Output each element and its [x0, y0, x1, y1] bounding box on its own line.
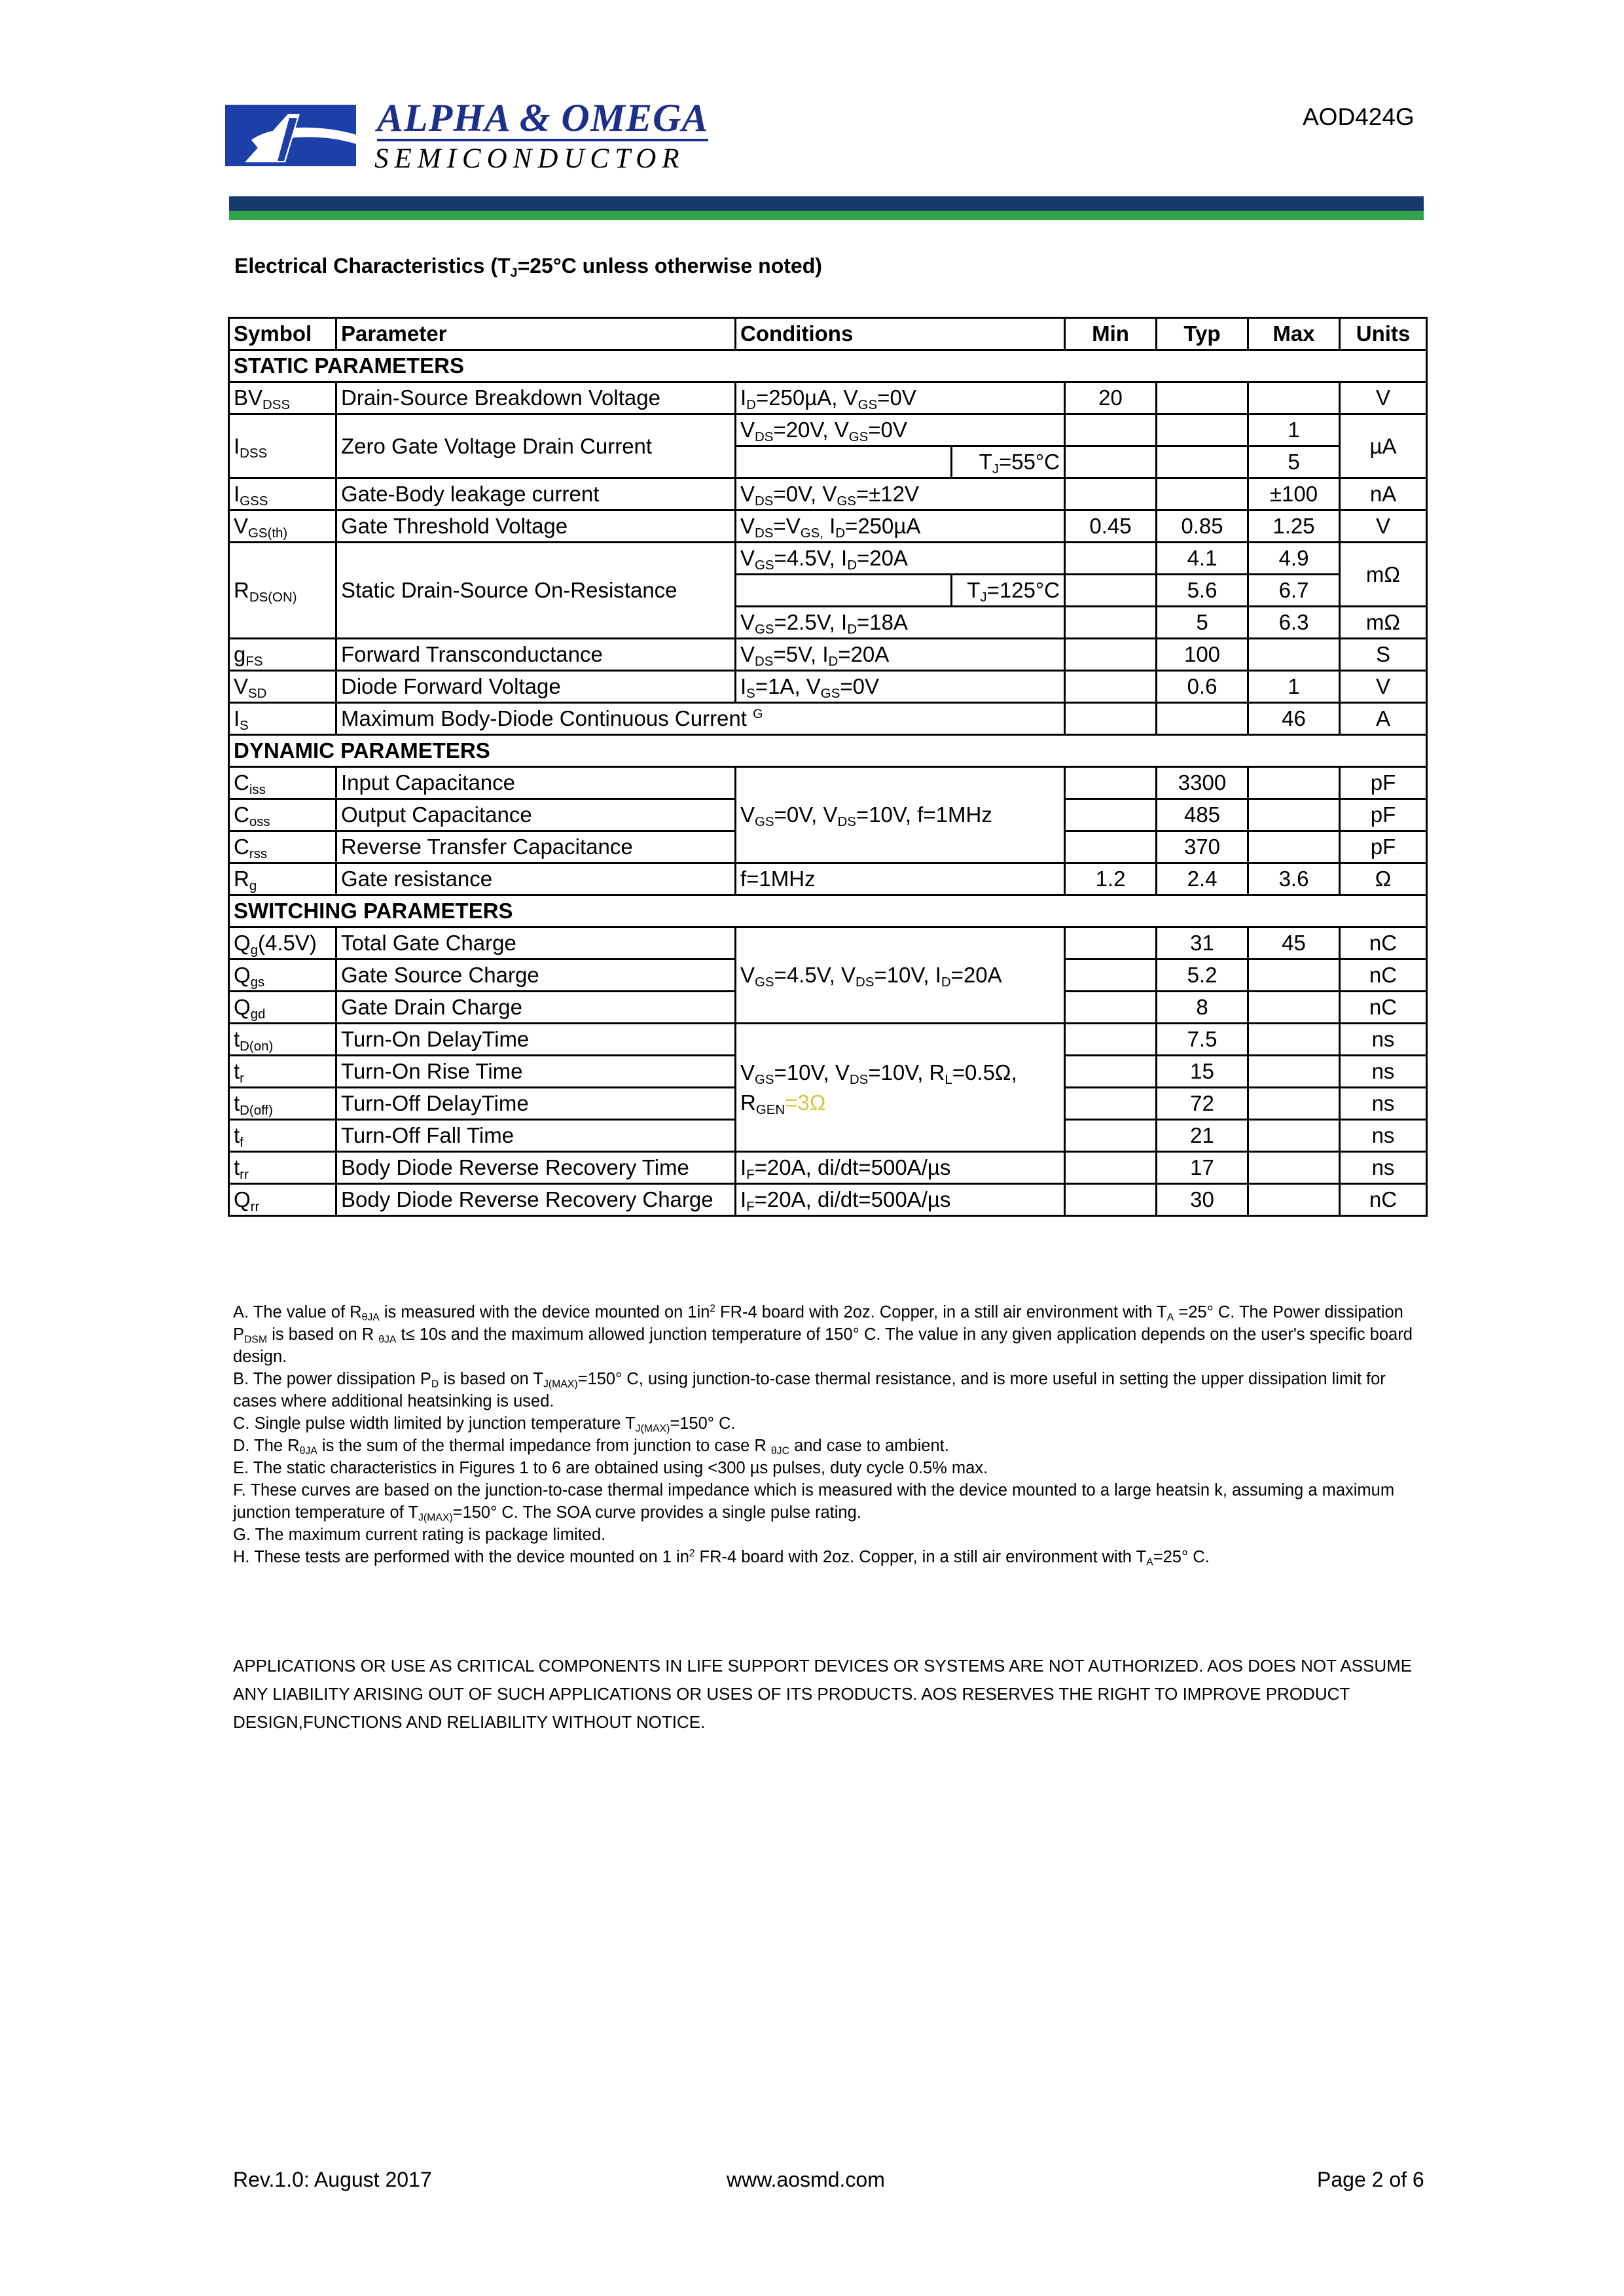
unit-cell: nA: [1340, 478, 1427, 511]
max-cell: 1.25: [1248, 511, 1340, 543]
unit-cell: V: [1340, 382, 1427, 414]
section-row-dynamic: [229, 735, 1427, 767]
parameter-cell: Gate-Body leakage current: [336, 478, 736, 511]
min-cell: [1065, 799, 1157, 831]
unit-cell: mΩ: [1340, 607, 1427, 639]
typ-cell: [1157, 382, 1248, 414]
max-cell: [1248, 1024, 1340, 1056]
conditions-cell: $V_{DS}=5V$, $I_D=20A$: [736, 639, 1065, 671]
typ-cell: 2.4: [1157, 863, 1248, 895]
junction-temp-condition: $T_J=125^\circ C$: [952, 575, 1065, 607]
typ-cell: 7.5: [1157, 1024, 1248, 1056]
parameter-cell: Zero Gate Voltage Drain Current: [336, 414, 736, 478]
symbol-cell: $C_{oss}$: [229, 799, 336, 831]
conditions-spacer: [736, 446, 952, 478]
alpha-omega-logo-icon: [225, 105, 356, 166]
part-number: AOD424G: [1303, 103, 1415, 130]
max-cell: [1248, 1152, 1340, 1184]
parameter-cell: Total Gate Charge: [336, 927, 736, 960]
unit-cell: nC: [1340, 1184, 1427, 1216]
parameter-cell: Gate Drain Charge: [336, 992, 736, 1024]
unit-cell: nC: [1340, 992, 1427, 1024]
typ-cell: 0.6: [1157, 671, 1248, 703]
unit-cell: µA: [1340, 414, 1427, 478]
typ-cell: 5.6: [1157, 575, 1248, 607]
symbol-cell: $Q_{rr}$: [229, 1184, 336, 1216]
min-cell: [1065, 575, 1157, 607]
parameter-cell: Turn-On DelayTime: [336, 1024, 736, 1056]
footnote: H. These tests are performed with the device mounted on 1 $in^2$ FR-4 board with 2oz. Copper, in a still air environment with $T_A=25^\circ$ C.: [233, 1547, 1210, 1568]
typ-cell: 31: [1157, 927, 1248, 960]
header-max: Max: [1248, 318, 1340, 350]
symbol-cell: $R_{DS(ON)}$: [229, 543, 336, 639]
max-cell: [1248, 639, 1340, 671]
unit-cell: mΩ: [1340, 543, 1427, 607]
table-row: [229, 1024, 1427, 1056]
parameter-cell: Gate Threshold Voltage: [336, 511, 736, 543]
max-cell: 6.3: [1248, 607, 1340, 639]
table-row: [229, 511, 1427, 543]
min-cell: [1065, 831, 1157, 863]
min-cell: [1065, 543, 1157, 575]
symbol-cell: $C_{rss}$: [229, 831, 336, 863]
footer-page-number: Page 2 of 6: [1317, 2168, 1424, 2191]
typ-cell: 370: [1157, 831, 1248, 863]
unit-cell: ns: [1340, 1152, 1427, 1184]
max-cell: [1248, 1056, 1340, 1088]
table-row: [229, 543, 1427, 575]
typ-cell: 100: [1157, 639, 1248, 671]
min-cell: [1065, 992, 1157, 1024]
typ-cell: 485: [1157, 799, 1248, 831]
conditions-cell: $I_D=250\mu A$, $V_{GS}=0V$: [736, 382, 1065, 414]
parameter-cell: Diode Forward Voltage: [336, 671, 736, 703]
typ-cell: 5: [1157, 607, 1248, 639]
parameter-cell: Output Capacitance: [336, 799, 736, 831]
section-label: SWITCHING PARAMETERS: [229, 895, 1427, 927]
table-row: [229, 927, 1427, 960]
header-min: Min: [1065, 318, 1157, 350]
min-cell: 0.45: [1065, 511, 1157, 543]
unit-cell: V: [1340, 671, 1427, 703]
conditions-cell: $V_{DS}=20V$, $V_{GS}=0V$: [736, 414, 1065, 446]
max-cell: 45: [1248, 927, 1340, 960]
typ-cell: [1157, 446, 1248, 478]
max-cell: 3.6: [1248, 863, 1340, 895]
parameter-cell: Gate resistance: [336, 863, 736, 895]
max-cell: [1248, 960, 1340, 992]
typ-cell: 17: [1157, 1152, 1248, 1184]
max-cell: 1: [1248, 671, 1340, 703]
conditions-cell: $I_F=20A$, di/dt=500A/µs: [736, 1184, 1065, 1216]
typ-cell: [1157, 478, 1248, 511]
min-cell: [1065, 927, 1157, 960]
conditions-cell: $V_{DS}=0V$, $V_{GS}=\pm 12V$: [736, 478, 1065, 511]
max-cell: ±100: [1248, 478, 1340, 511]
parameter-cell: Input Capacitance: [336, 767, 736, 799]
max-cell: [1248, 1120, 1340, 1152]
section-title: Electrical Characteristics ($T_J=25^\circ C$ unless otherwise noted): [234, 254, 822, 280]
symbol-cell: $t_{rr}$: [229, 1152, 336, 1184]
min-cell: [1065, 478, 1157, 511]
symbol-cell: $V_{SD}$: [229, 671, 336, 703]
unit-cell: Ω: [1340, 863, 1427, 895]
typ-cell: 21: [1157, 1120, 1248, 1152]
section-label: DYNAMIC PARAMETERS: [229, 735, 1427, 767]
max-cell: [1248, 1184, 1340, 1216]
max-cell: [1248, 831, 1340, 863]
unit-cell: nC: [1340, 960, 1427, 992]
unit-cell: ns: [1340, 1056, 1427, 1088]
footer-revision: Rev.1.0: August 2017: [233, 2168, 432, 2191]
min-cell: 1.2: [1065, 863, 1157, 895]
section-label: STATIC PARAMETERS: [229, 350, 1427, 382]
header-symbol: Symbol: [229, 318, 336, 350]
conditions-cell: $V_{GS}=0V$, $V_{DS}=10V$, f=1MHz: [736, 767, 1065, 863]
section-row-switching: [229, 895, 1427, 927]
parameter-cell: Reverse Transfer Capacitance: [336, 831, 736, 863]
symbol-cell: $t_{D(off)}$: [229, 1088, 336, 1120]
table-row: [229, 671, 1427, 703]
parameter-cell: Turn-Off DelayTime: [336, 1088, 736, 1120]
conditions-cell: $V_{GS}=4.5V$, $V_{DS}=10V$, $I_D=20A$: [736, 927, 1065, 1024]
unit-cell: pF: [1340, 799, 1427, 831]
symbol-cell: $Q_g(4.5V)$: [229, 927, 336, 960]
table-row: [229, 767, 1427, 799]
min-cell: 20: [1065, 382, 1157, 414]
symbol-cell: $t_f$: [229, 1120, 336, 1152]
parameter-cell: Body Diode Reverse Recovery Charge: [336, 1184, 736, 1216]
unit-cell: V: [1340, 511, 1427, 543]
header-conditions: Conditions: [736, 318, 1065, 350]
table-row: [229, 478, 1427, 511]
unit-cell: S: [1340, 639, 1427, 671]
conditions-spacer: [736, 575, 952, 607]
footnote: D. The $R_{\theta JA}$ is the sum of the thermal impedance from junction to case R $_{\theta JC}$ and case to ambient.: [233, 1437, 949, 1457]
max-cell: 4.9: [1248, 543, 1340, 575]
junction-temp-condition: $T_J=55^\circ C$: [952, 446, 1065, 478]
unit-cell: pF: [1340, 831, 1427, 863]
min-cell: [1065, 639, 1157, 671]
footnote: B. The power dissipation $P_D$ is based on $T_{J(MAX)}=150^\circ$ C, using junction-to-case thermal resistance, and is more useful in setting the upper dissipation limit for cases where additional heatsinking is used.: [233, 1370, 1386, 1410]
footnote: E. The static characteristics in Figures 1 to 6 are obtained using <300 µs pulses, duty cycle 0.5% max.: [233, 1459, 988, 1477]
footnote: F. These curves are based on the junction-to-case thermal impedance which is measured with the device mounted to a large heatsin k, assuming a maximum junction temperature of $T_{J(MAX)}=150^\circ$ C. The SOA curve provides a single pulse rating.: [233, 1481, 1395, 1524]
unit-cell: pF: [1340, 767, 1427, 799]
symbol-cell: $g_{FS}$: [229, 639, 336, 671]
header-band-blue: [229, 196, 1424, 211]
symbol-cell: $t_r$: [229, 1056, 336, 1088]
min-cell: [1065, 1184, 1157, 1216]
typ-cell: 8: [1157, 992, 1248, 1024]
min-cell: [1065, 703, 1157, 735]
max-cell: 1: [1248, 414, 1340, 446]
typ-cell: 15: [1157, 1056, 1248, 1088]
min-cell: [1065, 1152, 1157, 1184]
conditions-cell: $I_S=1A$, $V_{GS}=0V$: [736, 671, 1065, 703]
typ-cell: 0.85: [1157, 511, 1248, 543]
brand-subtitle: SEMICONDUCTOR: [374, 143, 685, 174]
conditions-cell: $V_{GS}=2.5V$, $I_D=18A$: [736, 607, 1065, 639]
section-row-static: [229, 350, 1427, 382]
symbol-cell: $t_{D(on)}$: [229, 1024, 336, 1056]
max-cell: [1248, 767, 1340, 799]
min-cell: [1065, 1056, 1157, 1088]
symbol-cell: $V_{GS(th)}$: [229, 511, 336, 543]
parameter-cell: Turn-Off Fall Time: [336, 1120, 736, 1152]
legal-disclaimer: APPLICATIONS OR USE AS CRITICAL COMPONENTS IN LIFE SUPPORT DEVICES OR SYSTEMS ARE NOT AUTHORIZED. AOS DOES NOT ASSUME ANY LIABILITY ARISING OUT OF SUCH APPLICATIONS OR USES OF ITS PRODUCTS. AOS RESERVES THE RIGHT TO IMPROVE PRODUCT DESIGN,FUNCTIONS AND RELIABILITY WITHOUT NOTICE.: [233, 1656, 1413, 1732]
table-row: [229, 703, 1427, 735]
conditions-cell: $V_{GS}=10V$, $V_{DS}=10V$, $R_L=0.5\Omega$, $R_{GEN}=3\Omega$: [736, 1024, 1065, 1152]
typ-cell: 3300: [1157, 767, 1248, 799]
unit-cell: ns: [1340, 1024, 1427, 1056]
table-row: [229, 863, 1427, 895]
header-parameter: Parameter: [336, 318, 736, 350]
conditions-cell: f=1MHz: [736, 863, 1065, 895]
table-header-row: [229, 318, 1427, 350]
brand-name: ALPHA & OMEGA: [377, 98, 708, 141]
unit-cell: ns: [1340, 1088, 1427, 1120]
parameter-cell: Static Drain-Source On-Resistance: [336, 543, 736, 639]
parameter-cell: Maximum Body-Diode Continuous Current $^G$: [336, 703, 1065, 735]
header-typ: Typ: [1157, 318, 1248, 350]
electrical-characteristics-table: [228, 317, 1428, 1217]
symbol-cell: $C_{iss}$: [229, 767, 336, 799]
max-cell: [1248, 1088, 1340, 1120]
unit-cell: nC: [1340, 927, 1427, 960]
conditions-cell: $V_{GS}=4.5V$, $I_D=20A$: [736, 543, 1065, 575]
min-cell: [1065, 446, 1157, 478]
symbol-cell: $BV_{DSS}$: [229, 382, 336, 414]
header-units: Units: [1340, 318, 1427, 350]
unit-cell: A: [1340, 703, 1427, 735]
min-cell: [1065, 607, 1157, 639]
parameter-cell: Gate Source Charge: [336, 960, 736, 992]
footnote: C. Single pulse width limited by junction temperature $T_{J(MAX)}=150^\circ$ C.: [233, 1414, 736, 1435]
max-cell: [1248, 799, 1340, 831]
typ-cell: 30: [1157, 1184, 1248, 1216]
min-cell: [1065, 1120, 1157, 1152]
min-cell: [1065, 671, 1157, 703]
typ-cell: 4.1: [1157, 543, 1248, 575]
symbol-cell: $I_{GSS}$: [229, 478, 336, 511]
table-row: [229, 639, 1427, 671]
unit-cell: ns: [1340, 1120, 1427, 1152]
min-cell: [1065, 1024, 1157, 1056]
min-cell: [1065, 414, 1157, 446]
conditions-cell: $V_{DS}=V_{GS,}$ $I_D=250\mu A$: [736, 511, 1065, 543]
table-row: [229, 1184, 1427, 1216]
min-cell: [1065, 767, 1157, 799]
symbol-cell: $R_g$: [229, 863, 336, 895]
header-band-green: [229, 211, 1424, 220]
table-row: [229, 414, 1427, 446]
max-cell: 5: [1248, 446, 1340, 478]
parameter-cell: Forward Transconductance: [336, 639, 736, 671]
parameter-cell: Drain-Source Breakdown Voltage: [336, 382, 736, 414]
table-row: [229, 1152, 1427, 1184]
typ-cell: [1157, 414, 1248, 446]
max-cell: [1248, 382, 1340, 414]
min-cell: [1065, 1088, 1157, 1120]
footnote: G. The maximum current rating is package limited.: [233, 1526, 606, 1544]
symbol-cell: $Q_{gs}$: [229, 960, 336, 992]
min-cell: [1065, 960, 1157, 992]
parameter-cell: Body Diode Reverse Recovery Time: [336, 1152, 736, 1184]
symbol-cell: $I_{DSS}$: [229, 414, 336, 478]
symbol-cell: $Q_{gd}$: [229, 992, 336, 1024]
max-cell: 46: [1248, 703, 1340, 735]
footnote: A. The value of $R_{\theta JA}$ is measured with the device mounted on $1in^2$ FR-4 board with 2oz. Copper, in a still air environment with $T_A =25^\circ$ C. The Power dissipation $P_{DSM}$ is based on R $_{\theta JA}$ t≤ 10s and the maximum allowed junction temperature of 150° C. The value in any given application depends on the user's specific board design.: [233, 1302, 1413, 1366]
max-cell: [1248, 992, 1340, 1024]
symbol-cell: $I_S$: [229, 703, 336, 735]
company-logo-mark: [225, 105, 356, 166]
table-row: [229, 382, 1427, 414]
conditions-cell: $I_F=20A$, di/dt=500A/µs: [736, 1152, 1065, 1184]
typ-cell: 5.2: [1157, 960, 1248, 992]
typ-cell: [1157, 703, 1248, 735]
max-cell: 6.7: [1248, 575, 1340, 607]
typ-cell: 72: [1157, 1088, 1248, 1120]
footer-website-link[interactable]: www.aosmd.com: [727, 2168, 885, 2191]
parameter-cell: Turn-On Rise Time: [336, 1056, 736, 1088]
footnotes: [233, 1301, 1431, 1568]
